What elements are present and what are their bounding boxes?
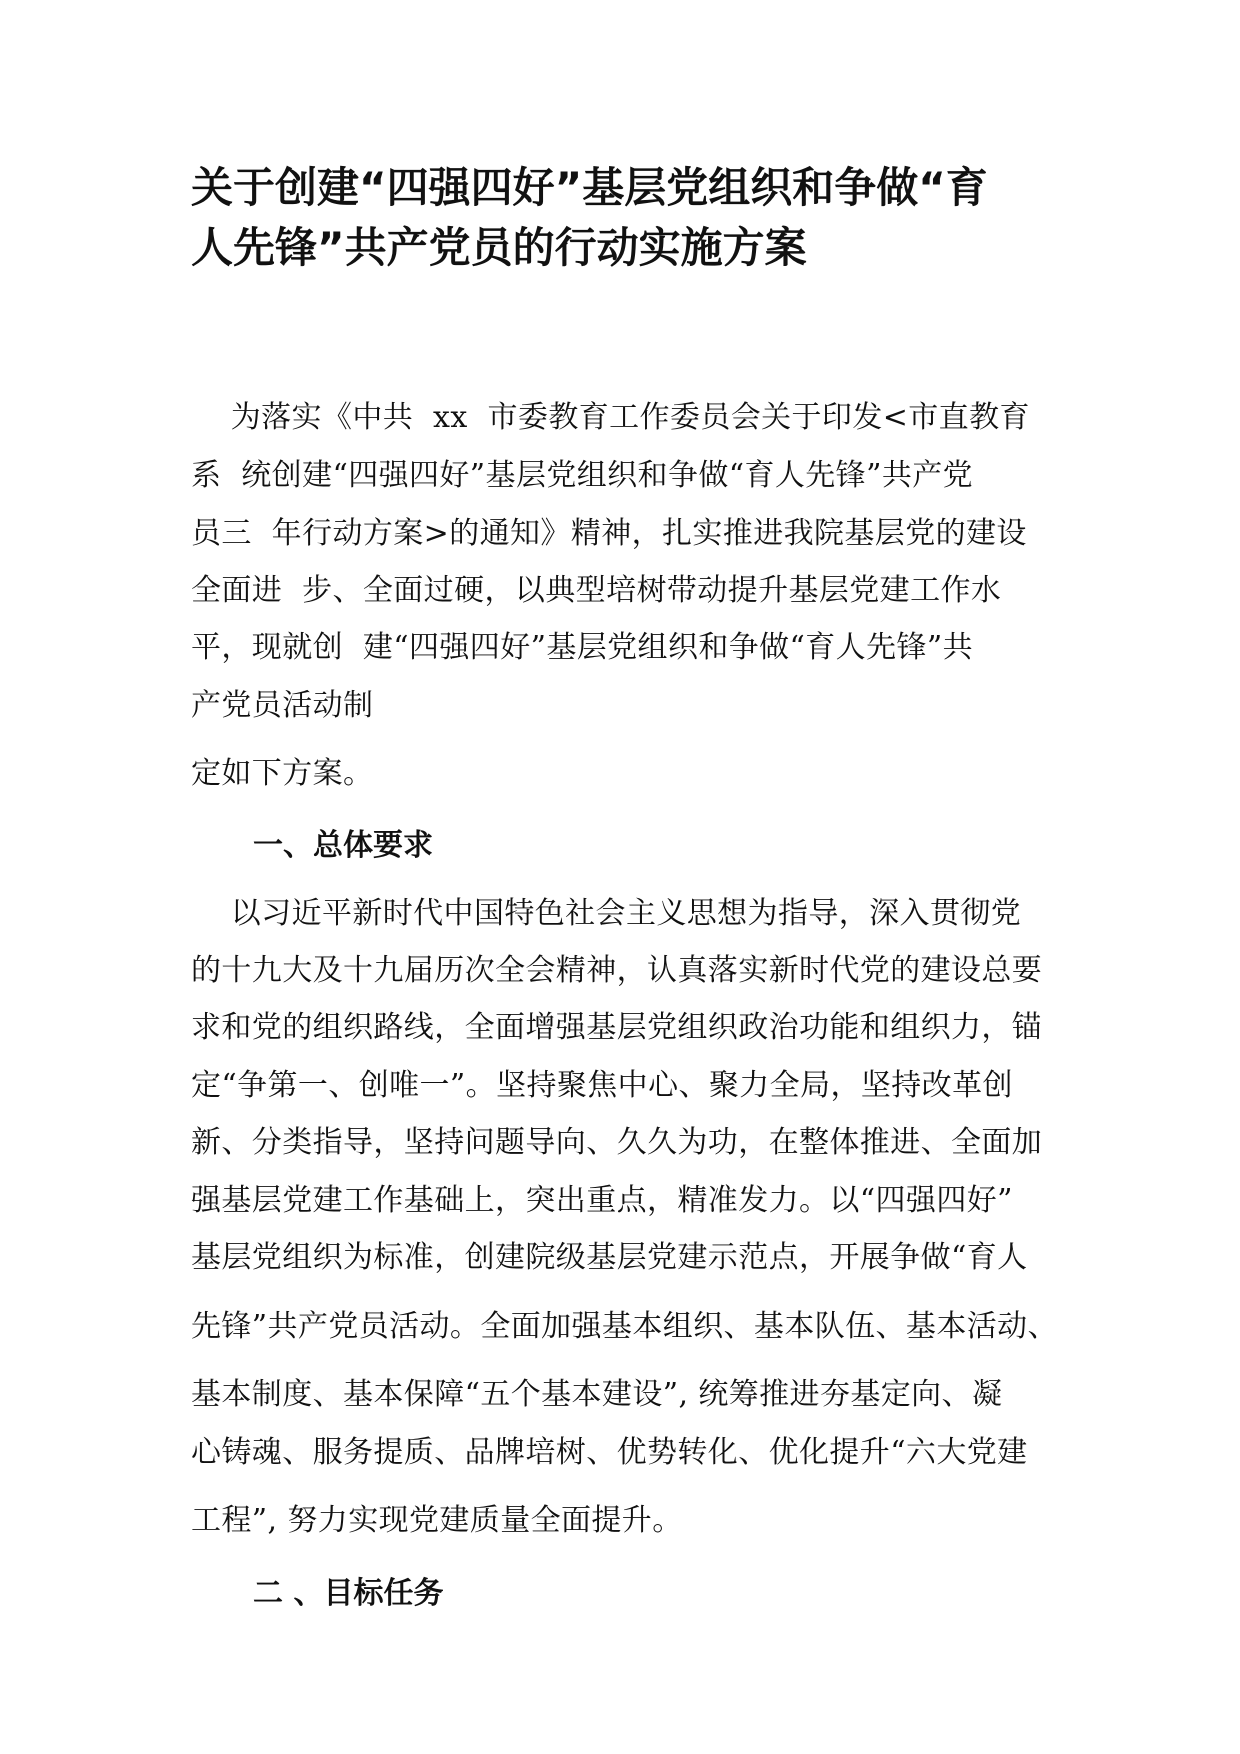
intro-line: 为落实《中共 xx 市委教育工作委员会关于印发<市直教育: [191, 400, 1030, 435]
title-line: 人先锋”共产党员的行动实施方案: [191, 223, 807, 272]
document-title: [191, 158, 1071, 278]
section1-line: 工程”, 努力实现党建质量全面提升。: [191, 1503, 683, 1538]
section1-line: 定“争第一、创唯一”。坚持聚焦中心、聚力全局，坚持改革创: [191, 1068, 1013, 1103]
section1-line: 求和党的组织路线，全面增强基层党组织政治功能和组织力，锚: [191, 1010, 1043, 1045]
intro-line: 定如下方案。: [191, 756, 374, 791]
section1-line: 强基层党建工作基础上，突出重点，精准发力。以“四强四好”: [191, 1183, 1013, 1218]
title-line: 关于创建“四强四好”基层党组织和争做“育: [191, 163, 988, 212]
section1-line: 新、分类指导，坚持问题导向、久久为功，在整体推进、全面加: [191, 1125, 1043, 1160]
section-heading-goals-tasks: 二 、目标任务: [253, 1576, 444, 1611]
section1-line: 先锋”共产党员活动。全面加强基本组织、基本队伍、基本活动、: [191, 1309, 1058, 1344]
section-heading-overall-requirements: 一、总体要求: [253, 828, 433, 863]
section1-line: 基层党组织为标准，创建院级基层党建示范点，开展争做“育人: [191, 1240, 1028, 1275]
intro-line: 系 统创建“四强四好”基层党组织和争做“育人先锋”共产党: [191, 458, 974, 493]
intro-line: 全面进 步、全面过硬，以典型培树带动提升基层党建工作水: [191, 573, 1002, 608]
section1-line: 基本制度、基本保障“五个基本建设”, 统筹推进夯基定向、凝: [191, 1377, 1003, 1412]
intro-line: 员三 年行动方案>的通知》精神，扎实推进我院基层党的建设: [191, 516, 1027, 551]
section1-line: 的十九大及十九届历次全会精神，认真落实新时代党的建设总要: [191, 953, 1043, 988]
section1-line: 心铸魂、服务提质、品牌培树、优势转化、优化提升“六大党建: [191, 1435, 1028, 1470]
intro-line: 产党员活动制: [191, 688, 374, 723]
section1-line: 以习近平新时代中国特色社会主义思想为指导，深入贯彻党: [191, 896, 1022, 931]
intro-line: 平，现就创 建“四强四好”基层党组织和争做“育人先锋”共: [191, 630, 974, 665]
